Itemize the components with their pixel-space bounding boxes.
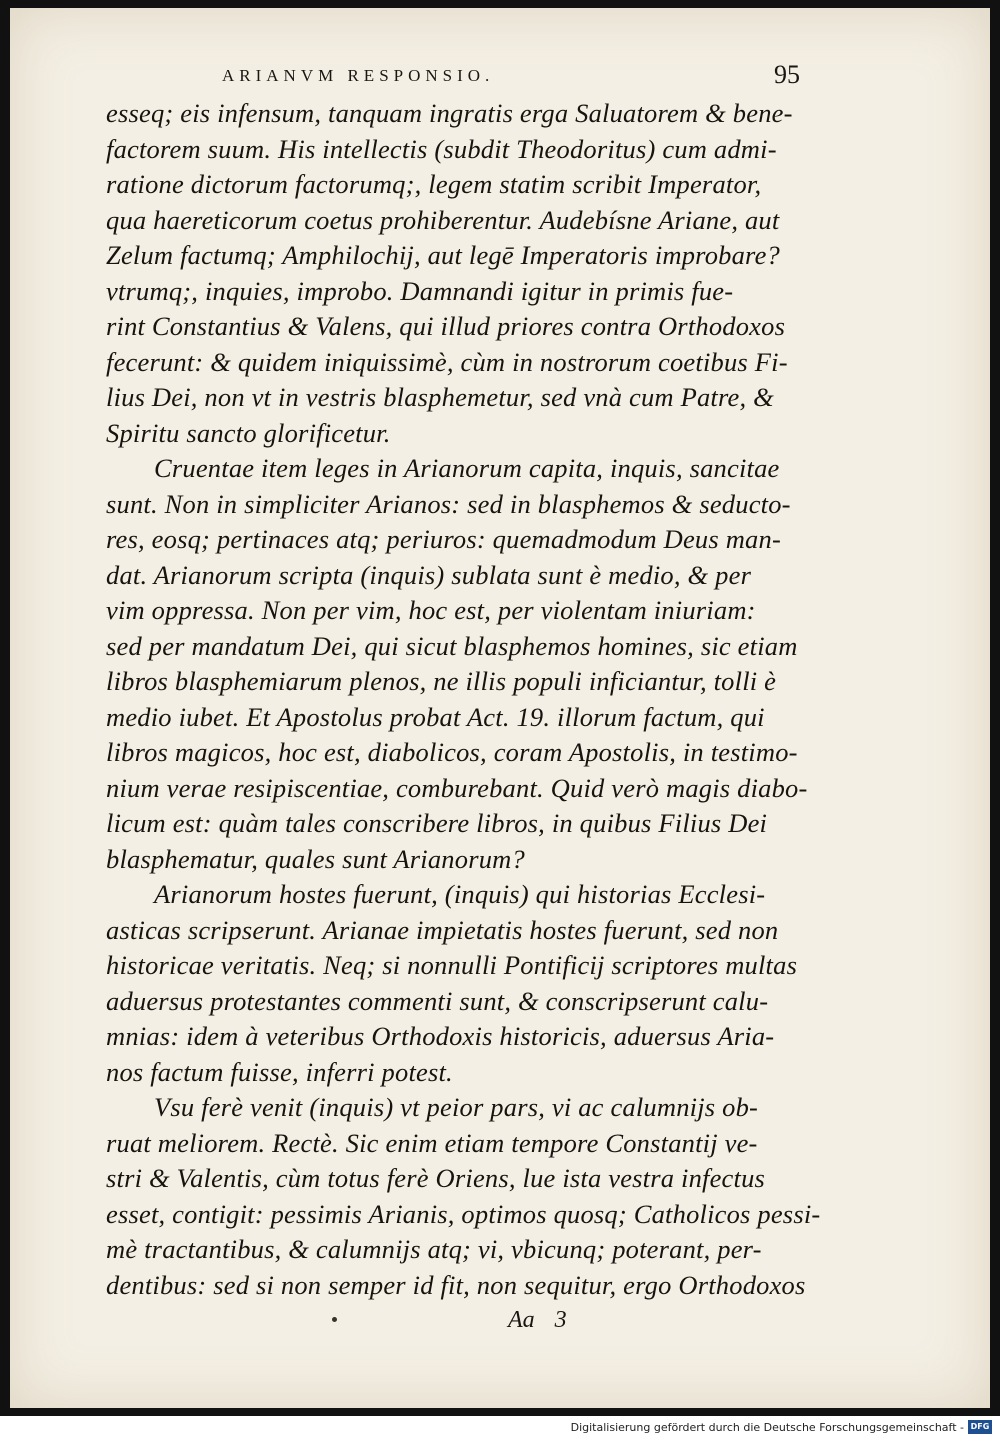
- text-line: asticas scripserunt. Arianae impietatis hostes fuerunt, sed non: [106, 914, 779, 945]
- text-line: Cruentae item leges in Arianorum capita, inquis, sancitae: [154, 453, 780, 483]
- text-line: Spiritu sancto glorificetur.: [106, 417, 391, 448]
- text-line: libros magicos, hoc est, diabolicos, coram Apostolis, in testimo-: [106, 737, 798, 767]
- page-number: 95: [774, 60, 800, 89]
- text-line: licum est: quàm tales conscribere libros, in quibus Filius Dei: [106, 808, 768, 838]
- book-page: [10, 8, 990, 1408]
- digitization-footer: [0, 1416, 1000, 1438]
- text-line: blasphematur, quales sunt Arianorum?: [106, 843, 525, 874]
- text-line: mè tractantibus, & calumnijs atq; vi, vbicunq; poterant, per-: [106, 1234, 762, 1264]
- text-line: dentibus: sed si non semper id fit, non sequitur, ergo Orthodoxos: [106, 1269, 806, 1300]
- running-title: ARIANVM RESPONSIO.: [222, 66, 495, 85]
- footer-credit: Digitalisierung gefördert durch die Deutsche Forschungsgemeinschaft -: [570, 1421, 964, 1434]
- text-line: esset, contigit: pessimis Arianis, optimos quosq; Catholicos pessi-: [106, 1198, 821, 1229]
- text-line: mnias: idem à veteribus Orthodoxis historicis, aduersus Aria-: [106, 1021, 775, 1051]
- text-line: sed per mandatum Dei, qui sicut blasphemos homines, sic etiam: [106, 630, 798, 661]
- text-line: ratione dictorum factorumq;, legem statim scribit Imperator,: [106, 169, 762, 199]
- text-line: dat. Arianorum scripta (inquis) sublata sunt è medio, & per: [106, 559, 752, 590]
- text-line: factorem suum. His intellectis (subdit Theodoritus) cum admi-: [106, 133, 777, 164]
- text-line: fecerunt: & quidem iniquissimè, cùm in nostrorum coetibus Fi-: [106, 346, 788, 377]
- text-line: rint Constantius & Valens, qui illud priores contra Orthodoxos: [106, 311, 786, 341]
- running-head: [106, 60, 800, 94]
- ink-dot: [332, 1317, 337, 1322]
- text-line: stri & Valentis, cùm totus ferè Oriens, lue ista vestra infectus: [106, 1163, 766, 1193]
- page-content: [106, 60, 821, 1333]
- text-line: ruat meliorem. Rectè. Sic enim etiam tempore Constantij ve-: [106, 1127, 758, 1158]
- text-line: qua haereticorum coetus prohiberentur. Audebísne Ariane, aut: [106, 204, 780, 235]
- text-line: libros blasphemiarum plenos, ne illis populi inficiantur, tolli è: [106, 666, 777, 696]
- text-line: nium verae resipiscentiae, comburebant. Quid verò magis diabo-: [106, 772, 808, 803]
- text-line: vim oppressa. Non per vim, hoc est, per violentam iniuriam:: [106, 595, 756, 625]
- signature-mark: Aa 3: [508, 1307, 567, 1333]
- text-line: nos factum fuisse, inferri potest.: [106, 1056, 453, 1087]
- text-line: res, eosq; pertinaces atq; periuros: quemadmodum Deus man-: [106, 524, 781, 554]
- dfg-logo-icon: DFG: [968, 1420, 992, 1434]
- text-line: vtrumq;, inquies, improbo. Damnandi igitur in primis fue-: [106, 275, 734, 306]
- text-line: aduersus protestantes commenti sunt, & conscripserunt calu-: [106, 985, 769, 1016]
- text-line: historicae veritatis. Neq; si nonnulli Pontificij scriptores multas: [106, 950, 798, 980]
- text-line: medio iubet. Et Apostolus probat Act. 19. illorum factum, qui: [106, 701, 765, 732]
- text-body: [106, 96, 821, 1303]
- text-line: Vsu ferè venit (inquis) vt peior pars, vi ac calumnijs ob-: [154, 1092, 759, 1122]
- text-line: Arianorum hostes fuerunt, (inquis) qui historias Ecclesi-: [154, 879, 766, 909]
- text-line: lius Dei, non vt in vestris blasphemetur, sed vnà cum Patre, &: [106, 382, 774, 412]
- text-line: esseq; eis infensum, tanquam ingratis erga Saluatorem & bene-: [106, 98, 793, 128]
- text-line: sunt. Non in simpliciter Arianos: sed in blasphemos & seducto-: [106, 488, 791, 519]
- signature-line: [106, 1303, 786, 1333]
- text-line: Zelum factumq; Amphilochij, aut legē Imperatoris improbare?: [106, 240, 780, 270]
